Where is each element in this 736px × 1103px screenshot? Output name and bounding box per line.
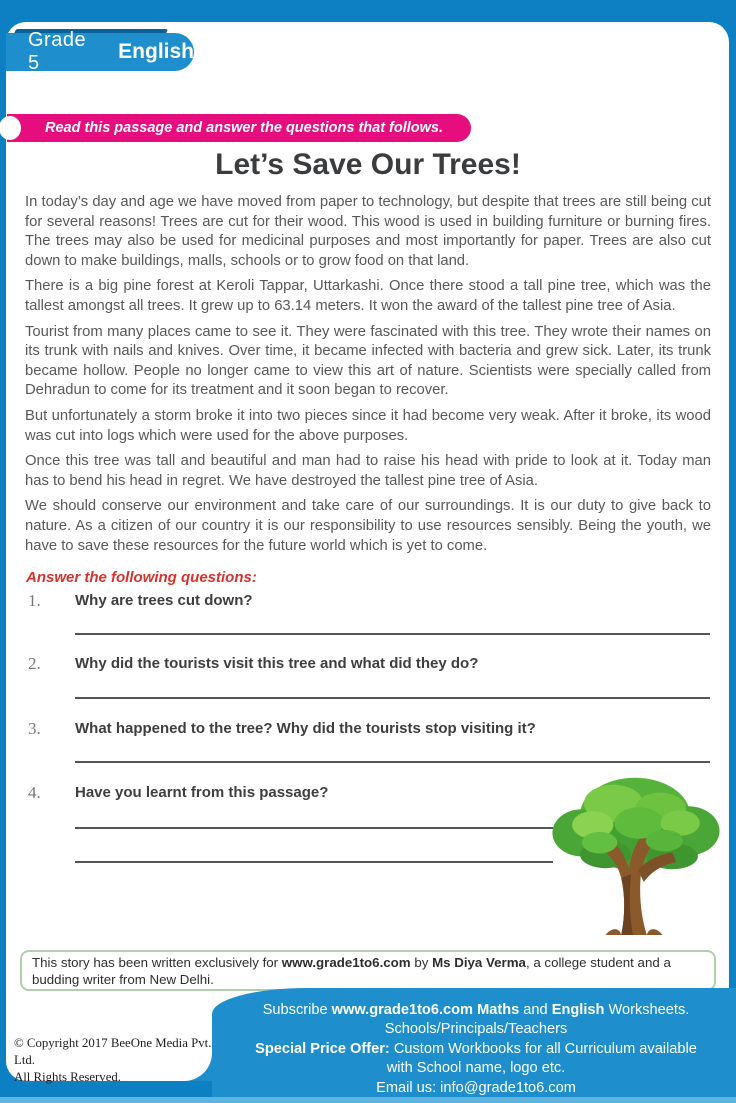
passage-paragraph: In today’s day and age we have moved from paper to technology, but despite that trees are still being cut for several reasons! Trees are cut for their wood. This wood is used in building furniture or burning fires. The trees may also be used for medicinal purposes and most importantly for paper. Trees are also cut down to make buildings, malls, schools or to grow food on that land. [25, 194, 711, 269]
question-text: What happened to the tree? Why did the tourists stop visiting it? [75, 720, 536, 737]
banner-bullet-icon [0, 116, 21, 140]
passage-body [25, 193, 711, 565]
grade-label: Grade 5 [28, 29, 87, 74]
note-text: This story has been written exclusively for [32, 955, 282, 970]
bottom-edge-strip [0, 1097, 736, 1103]
answer-line[interactable] [75, 697, 710, 699]
question-number: 4. [28, 783, 41, 802]
copyright-line: © Copyright 2017 BeeOne Media Pvt. Ltd. [14, 1036, 212, 1067]
copyright-line: All Rights Reserved. [14, 1070, 121, 1084]
note-site-link: www.grade1to6.com [281, 955, 411, 970]
subscribe-line: Subscribe www.grade1to6.com Maths and English Worksheets. [262, 1002, 690, 1018]
footer-subscribe-block [224, 1001, 728, 1098]
passage-title: Let’s Save Our Trees! [215, 148, 521, 181]
question-text: Why are trees cut down? [75, 592, 253, 609]
answer-line[interactable] [75, 861, 553, 863]
offer-line-2: with School name, logo etc. [386, 1060, 566, 1077]
note-author: Ms Diya Verma [432, 955, 526, 970]
passage-paragraph: But unfortunately a storm broke it into two pieces since it had become very weak. After it broke, its wood was cut into logs which were used for the above purposes. [25, 407, 711, 444]
instruction-text: Read this passage and answer the questions that follows. [45, 120, 444, 136]
passage-paragraph: Once this tree was tall and beautiful and man had to raise his head with pride to look at it. Today man has to bend his head in regret. We have destroyed the tallest pine tree of Asia. [25, 453, 711, 489]
passage-paragraph: We should conserve our environment and take care of our surroundings. It is our duty to give back to nature. As a citizen of our country it is our responsibility to use resources sensibly. Being the youth, we have to save these resources for the future world which is yet to come. [25, 498, 711, 554]
audience-line: Schools/Principals/Teachers [384, 1021, 568, 1038]
question-number: 1. [28, 591, 41, 610]
passage-paragraph: Tourist from many places came to see it. They were fascinated with this tree. They wrote their names on its trunk with nails and knives. Over time, it became infected with bacteria and grew sick. Later, its trunk became hollow. People no longer came to view this art of nature. Scientists were specially called from Dehradun to come for its treatment and it soon began to recover. [25, 323, 711, 399]
subject-label: English [118, 40, 194, 63]
question-number: 2. [28, 654, 41, 673]
copyright-notice [14, 1035, 219, 1086]
site-maths-link: www.grade1to6.com Maths [331, 1002, 520, 1018]
answer-line[interactable] [75, 827, 553, 829]
email-line: Email us: info@grade1to6.com [376, 1079, 576, 1096]
question-number: 3. [28, 719, 41, 738]
tree-illustration [536, 766, 734, 938]
instruction-banner [7, 114, 471, 142]
answer-line[interactable] [75, 761, 710, 763]
question-text: Why did the tourists visit this tree and what did they do? [75, 655, 479, 672]
passage-paragraph: There is a big pine forest at Keroli Tappar, Uttarkashi. Once there stood a tall pine tree, which was the tallest amongst all trees. It grew up to 63.14 meters. It won the award of the tallest pine tree of Asia. [25, 278, 711, 314]
author-note: This story has been written exclusively for www.grade1to6.com by Ms Diya Verma, a college student and a budding writer from New Delhi. [20, 950, 716, 991]
grade-subject-badge [6, 29, 194, 74]
offer-line: Special Price Offer: Custom Workbooks for all Curriculum available [255, 1040, 697, 1057]
question-text: Have you learnt from this passage? [75, 784, 329, 801]
questions-heading: Answer the following questions: [26, 569, 257, 586]
answer-line[interactable] [75, 633, 710, 635]
